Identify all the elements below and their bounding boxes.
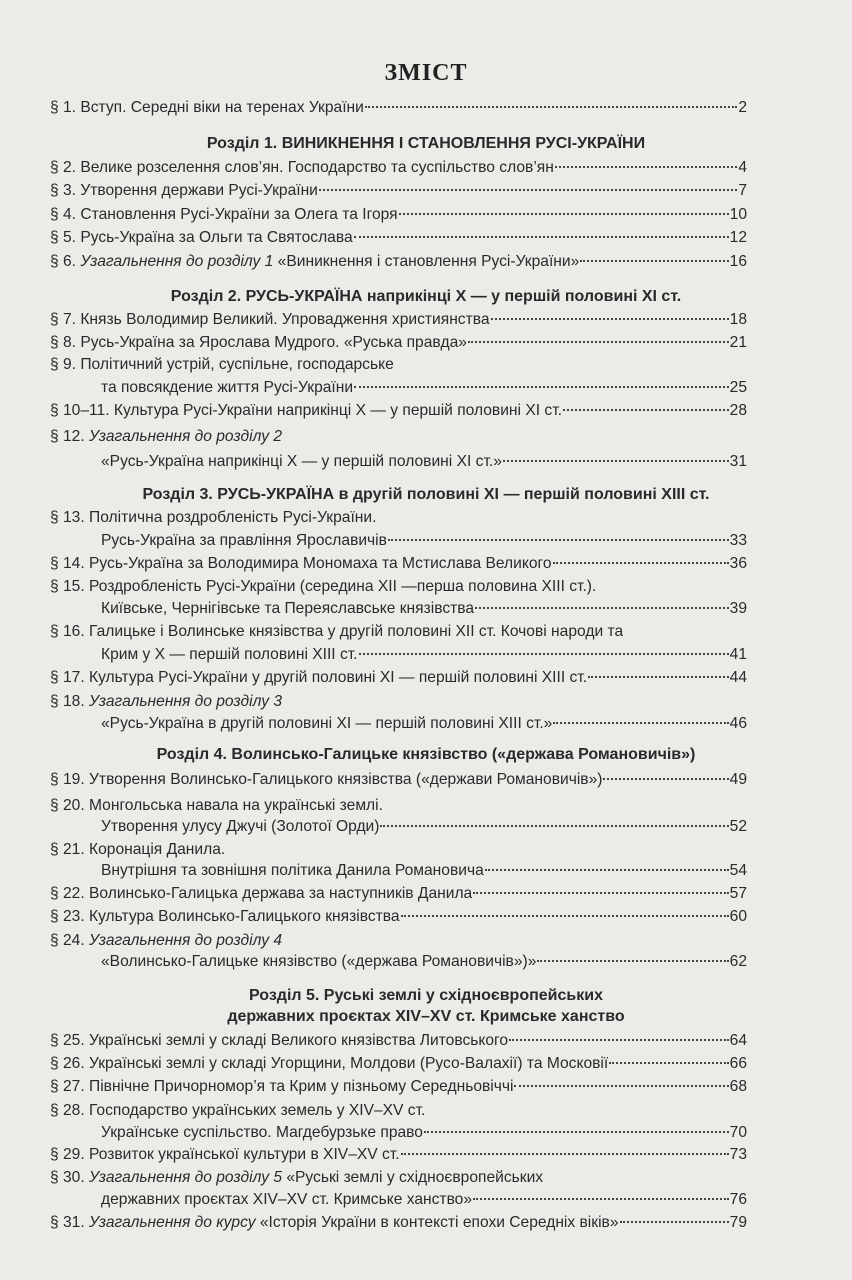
toc-entry-label: § 25. Українські землі у складі Великого князівства Литовського (50, 1032, 509, 1049)
toc-entry (0, 859, 852, 883)
toc-entry-label: § 26. Українські землі у складі Угорщини, Молдови (Русо-Валахії) та Московії (50, 1055, 609, 1072)
toc-entry-label: Утворення улусу Джучі (Золотої Орди) (101, 818, 380, 835)
toc-entry (0, 1121, 852, 1145)
entry-italic: Узагальнення до розділу 2 (89, 428, 283, 445)
leader-dots (399, 213, 729, 215)
entry-number: § 18. (50, 693, 90, 710)
leader-dots (553, 562, 729, 564)
toc-page-number: 28 (729, 402, 747, 419)
leader-dots (620, 1221, 729, 1223)
toc-entry-label: § 27. Північне Причорномор’я та Крим у пізньому Середньовіччі (50, 1078, 514, 1095)
toc-page-number: 70 (729, 1124, 747, 1141)
toc-entry-label: § 14. Русь-Україна за Володимира Мономаха та Мстислава Великого (50, 555, 552, 572)
entry-title: «Руські землі у східноєвропейських (282, 1169, 544, 1186)
toc-entry-label: § 13. Політична роздробленість Русі-України. (50, 509, 377, 526)
toc-entry (0, 529, 852, 553)
toc-entry (0, 620, 852, 644)
toc-entry (0, 226, 852, 250)
leader-dots (401, 915, 729, 917)
toc-entry (0, 1211, 852, 1235)
toc-entry (0, 1052, 852, 1076)
entry-italic: Узагальнення до розділу 4 (89, 932, 283, 949)
toc-entry (0, 425, 852, 449)
toc-page-number: 68 (729, 1078, 747, 1095)
toc-page-number: 7 (738, 182, 747, 199)
leader-dots (509, 1039, 729, 1041)
toc-entry-label: § 9. Політичний устрій, суспільне, господарське (50, 356, 394, 373)
toc-page-number: 31 (729, 453, 747, 470)
toc-entry-label (50, 1166, 543, 1190)
entry-italic: Узагальнення до розділу 5 (89, 1169, 283, 1186)
toc-page-number: 12 (729, 229, 747, 246)
toc-entry-label: § 20. Монгольська навала на українські землі. (50, 797, 383, 814)
toc-page-number: 33 (729, 532, 747, 549)
toc-entry (0, 376, 852, 400)
leader-dots (475, 607, 729, 609)
toc-page-number: 57 (729, 885, 747, 902)
toc-entry-label: § 23. Культура Волинсько-Галицького князівства (50, 908, 400, 925)
toc-page-number: 66 (729, 1055, 747, 1072)
leader-dots (588, 676, 729, 678)
toc-entry (0, 905, 852, 929)
toc-entry (0, 666, 852, 690)
toc-page-number: 10 (729, 206, 747, 223)
entry-number: § 31. (50, 1214, 90, 1231)
entry-number: § 30. (50, 1169, 90, 1186)
toc-entry (0, 1166, 852, 1190)
leader-dots (319, 189, 737, 191)
toc-page-number: 2 (738, 99, 747, 116)
toc-entry (0, 156, 852, 180)
leader-dots (354, 386, 729, 388)
toc-entry (0, 331, 852, 355)
leader-dots (354, 236, 729, 238)
toc-entry (0, 690, 852, 714)
toc-entry-label: та повсякдение життя Русі-України (101, 379, 354, 396)
toc-entry (0, 882, 852, 906)
leader-dots (555, 166, 737, 168)
toc-entry (0, 506, 852, 530)
toc-page-number: 21 (729, 334, 747, 351)
toc-page-number: 52 (729, 818, 747, 835)
toc-entry-label: § 19. Утворення Волинсько-Галицького князівства («держави Романовичів») (50, 771, 603, 788)
toc-page-number: 76 (729, 1191, 747, 1208)
toc-entry-label: «Русь-Україна наприкінці Х — у першій половині ХІ ст.» (101, 453, 502, 470)
leader-dots (580, 260, 728, 262)
toc-entry-label: Крим у Х — першій половині ХІІІ ст. (101, 646, 358, 663)
toc-entry (0, 96, 852, 120)
toc-entry (0, 399, 852, 423)
leader-dots (563, 409, 729, 411)
section-heading: Розділ 3. РУСЬ-УКРАЇНА в другій половині ХІ — першій половині ХІІІ ст. (142, 486, 710, 503)
leader-dots (503, 460, 729, 462)
section-heading: державних проєктах XIV–XV ст. Кримське ханство (227, 1008, 625, 1025)
toc-page-number: 54 (729, 862, 747, 879)
toc-entry-label: § 5. Русь-Україна за Ольги та Святослава (50, 229, 353, 246)
toc-entry (0, 250, 852, 274)
toc-entry-label: § 7. Князь Володимир Великий. Упровадження християнства (50, 311, 490, 328)
leader-dots (468, 341, 729, 343)
toc-entry (0, 1099, 852, 1123)
leader-dots (388, 539, 729, 541)
entry-italic: Узагальнення до курсу (89, 1214, 256, 1231)
toc-entry-label: Українське суспільство. Магдебурзьке право (101, 1124, 423, 1141)
toc-entry-label: § 2. Велике розселення слов’ян. Господарство та суспільство слов’ян (50, 159, 554, 176)
toc-entry-label: § 10–11. Культура Русі-України наприкінці Х — у першій половині ХІ ст. (50, 402, 562, 419)
section-heading: Розділ 2. РУСЬ-УКРАЇНА наприкінці Х — у першій половині ХІ ст. (170, 288, 682, 305)
toc-entry-label: § 16. Галицьке і Волинське князівства у другій половині ХІІ ст. Кочові народи та (50, 623, 624, 640)
entry-number: § 12. (50, 428, 90, 445)
toc-entry-label: Внутрішня та зовнішня політика Данила Романовича (101, 862, 484, 879)
toc-entry (0, 768, 852, 792)
toc-entry (0, 1029, 852, 1053)
leader-dots (485, 869, 729, 871)
toc-entry-label: § 8. Русь-Україна за Ярослава Мудрого. «Руська правда» (50, 334, 467, 351)
toc-entry (0, 597, 852, 621)
toc-entry-label: § 29. Розвиток української культури в XIV–XV ст. (50, 1146, 400, 1163)
toc-entry (0, 1143, 852, 1167)
toc-entry-label (50, 425, 282, 449)
entry-title: «Виникнення і становлення Русі-України» (273, 253, 580, 270)
toc-entry-label (50, 690, 282, 714)
toc-entry (0, 643, 852, 667)
toc-entry (0, 308, 852, 332)
toc-entry (0, 179, 852, 203)
leader-dots (603, 778, 728, 780)
toc-page-number: 49 (729, 771, 747, 788)
toc-entry-label: § 22. Волинсько-Галицька держава за наступників Данила (50, 885, 473, 902)
toc-page-number: 60 (729, 908, 747, 925)
toc-entry (0, 1188, 852, 1212)
leader-dots (473, 1198, 729, 1200)
toc-entry-label: § 17. Культура Русі-України у другій половині ХІ — першій половині ХІІІ ст. (50, 669, 588, 686)
toc-page-number: 4 (738, 159, 747, 176)
toc-entry (0, 712, 852, 736)
toc-page-number: 62 (729, 953, 747, 970)
toc-entry (0, 552, 852, 576)
toc-entry-label: «Русь-Україна в другій половині ХІ — першій половині ХІІІ ст.» (101, 715, 553, 732)
toc-page-number: 79 (729, 1214, 747, 1231)
toc-entry-label: § 3. Утворення держави Русі-України (50, 182, 318, 199)
toc-page-number: 36 (729, 555, 747, 572)
toc-entry (0, 450, 852, 474)
toc-entry (0, 815, 852, 839)
toc-page-number: 16 (729, 253, 747, 270)
leader-dots (537, 960, 728, 962)
toc-page-number: 39 (729, 600, 747, 617)
leader-dots (609, 1062, 728, 1064)
toc-entry-label: § 15. Роздробленість Русі-України (середина ХІІ —перша половина ХІІІ ст.). (50, 578, 597, 595)
leader-dots (473, 892, 728, 894)
toc-entry-label: державних проєктах XIV–XV ст. Кримське ханство» (101, 1191, 473, 1208)
toc-entry (0, 353, 852, 377)
section-heading: Розділ 5. Руські землі у східноєвропейських (249, 987, 603, 1004)
toc-entry-label: § 21. Коронація Данила. (50, 841, 226, 858)
toc-entry-label: § 1. Вступ. Середні віки на теренах України (50, 99, 364, 116)
toc-entry (0, 203, 852, 227)
toc-page-number: 18 (729, 311, 747, 328)
toc-entry (0, 575, 852, 599)
toc-entry (0, 950, 852, 974)
toc-page-number: 73 (729, 1146, 747, 1163)
leader-dots (359, 653, 729, 655)
toc-page-number: 25 (729, 379, 747, 396)
entry-italic: Узагальнення до розділу 1 (80, 253, 274, 270)
section-heading: Розділ 4. Волинсько-Галицьке князівство («держава Романовичів») (156, 746, 696, 763)
leader-dots (424, 1131, 729, 1133)
toc-entry-label: Русь-Україна за правління Ярославичів (101, 532, 387, 549)
entry-title: «Історія України в контексті епохи Середніх віків» (255, 1214, 619, 1231)
page-title: ЗМІСТ (384, 60, 468, 86)
leader-dots (553, 722, 728, 724)
toc-entry-label (50, 250, 579, 274)
leader-dots (514, 1085, 728, 1087)
leader-dots (365, 106, 737, 108)
leader-dots (380, 825, 728, 827)
toc-entry (0, 1075, 852, 1099)
entry-number: § 6. (50, 253, 81, 270)
leader-dots (491, 318, 729, 320)
entry-italic: Узагальнення до розділу 3 (89, 693, 283, 710)
toc-page-number: 64 (729, 1032, 747, 1049)
toc-page-number: 46 (729, 715, 747, 732)
toc-entry-label: «Волинсько-Галицьке князівство («держава Романовичів»)» (101, 953, 537, 970)
toc-entry-label: § 28. Господарство українських земель у XIV–XV ст. (50, 1102, 426, 1119)
toc-entry-label: Київське, Чернігівське та Переяславське князівства (101, 600, 475, 617)
toc-entry-label (50, 1211, 619, 1235)
leader-dots (401, 1153, 729, 1155)
entry-number: § 24. (50, 932, 90, 949)
section-heading: Розділ 1. ВИНИКНЕННЯ І СТАНОВЛЕННЯ РУСІ-УКРАЇНИ (206, 135, 646, 152)
toc-entry-label: § 4. Становлення Русі-України за Олега та Ігоря (50, 206, 398, 223)
toc-page-number: 41 (729, 646, 747, 663)
toc-page-number: 44 (729, 669, 747, 686)
